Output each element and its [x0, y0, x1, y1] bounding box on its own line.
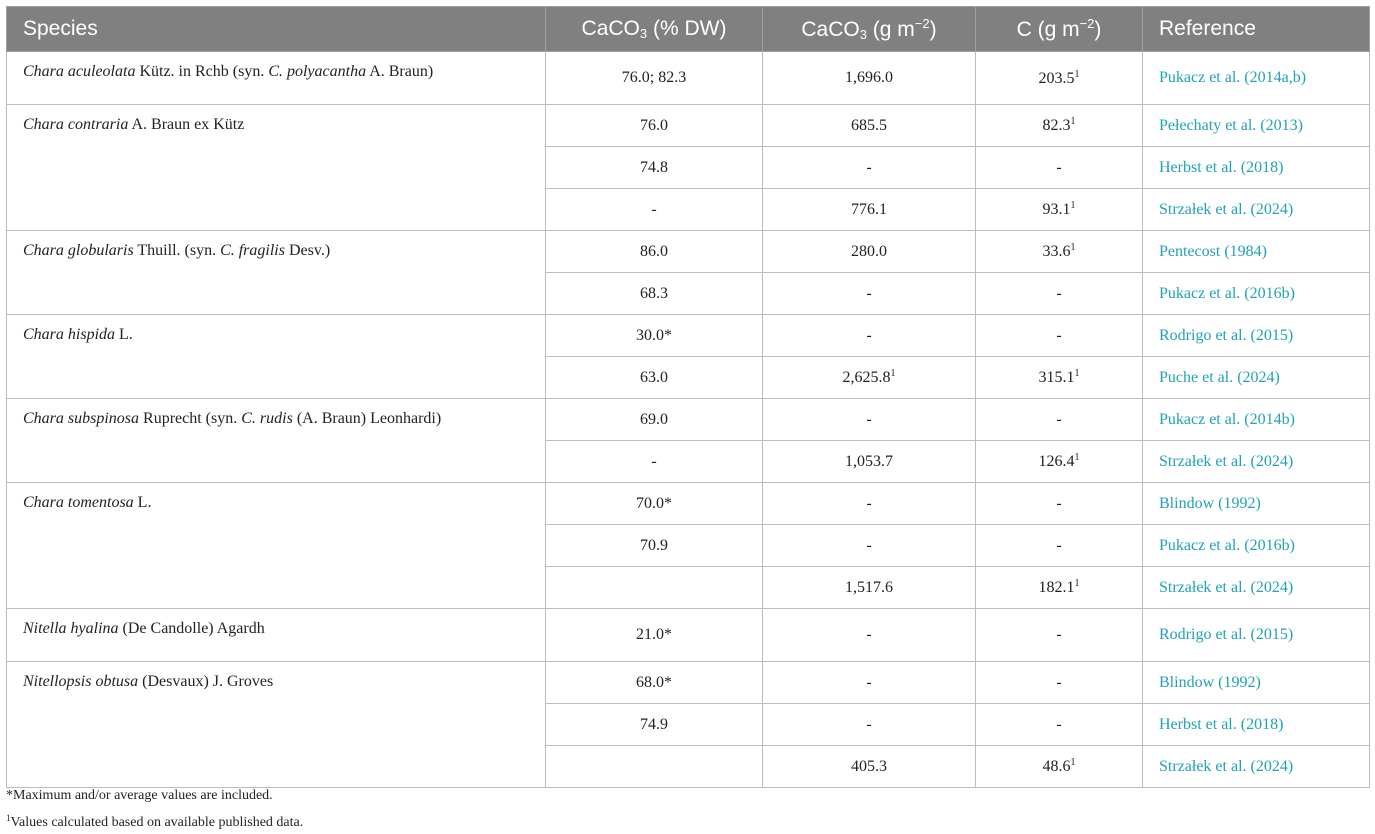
c-gm-cell: - [976, 147, 1143, 189]
footnote-one: $^1$Values calculated based on available published data. [6, 813, 304, 830]
caco3-gm-cell: - [763, 704, 976, 746]
reference-link[interactable]: Pukacz et al. (2016b) [1143, 273, 1370, 315]
reference-link[interactable]: Pełechaty et al. (2013) [1143, 105, 1370, 147]
table-row [7, 399, 1370, 441]
caco3-gm-cell: 280.0 [763, 231, 976, 273]
reference-link[interactable]: Herbst et al. (2018) [1143, 147, 1370, 189]
footnotes [6, 785, 303, 834]
header-caco3-gm: CaCO$_3$ (g $m^{-2}$) [763, 7, 976, 52]
c-gm-cell: - [976, 315, 1143, 357]
caco3-gm-cell: 776.1 [763, 189, 976, 231]
table-row [7, 609, 1370, 662]
reference-link[interactable]: Rodrigo et al. (2015) [1143, 609, 1370, 662]
table-body [7, 52, 1370, 788]
reference-link[interactable]: Pukacz et al. (2014a,b) [1143, 52, 1370, 105]
caco3-gm-cell: - [763, 609, 976, 662]
reference-link[interactable]: Rodrigo et al. (2015) [1143, 315, 1370, 357]
reference-link[interactable]: Blindow (1992) [1143, 483, 1370, 525]
header-caco3-pct: CaCO$_3$ (% DW) [546, 7, 763, 52]
reference-link[interactable]: Pentecost (1984) [1143, 231, 1370, 273]
c-gm-cell: 182.1$^1$ [976, 567, 1143, 609]
footnote-asterisk: *Maximum and/or average values are included. [6, 788, 273, 803]
caco3-gm-cell: 1,517.6 [763, 567, 976, 609]
caco3-pct-cell: 69.0 [546, 399, 763, 441]
caco3-gm-cell: - [763, 483, 976, 525]
caco3-pct-cell: 21.0* [546, 609, 763, 662]
table-row [7, 231, 1370, 273]
header-species: Species [7, 7, 546, 52]
caco3-gm-cell: - [763, 273, 976, 315]
c-gm-cell: - [976, 662, 1143, 704]
caco3-pct-cell: - [546, 441, 763, 483]
caco3-pct-cell: 30.0* [546, 315, 763, 357]
c-gm-cell: 315.1$^1$ [976, 357, 1143, 399]
reference-link[interactable]: Puche et al. (2024) [1143, 357, 1370, 399]
caco3-gm-cell: - [763, 399, 976, 441]
species-cell: Nitella hyalina (De Candolle) Agardh [7, 609, 546, 662]
reference-link[interactable]: Blindow (1992) [1143, 662, 1370, 704]
reference-link[interactable]: Strzałek et al. (2024) [1143, 746, 1370, 788]
table-row [7, 483, 1370, 525]
caco3-pct-cell: 70.9 [546, 525, 763, 567]
caco3-gm-cell: 405.3 [763, 746, 976, 788]
reference-link[interactable]: Strzałek et al. (2024) [1143, 441, 1370, 483]
table-header-row [7, 7, 1370, 52]
reference-link[interactable]: Herbst et al. (2018) [1143, 704, 1370, 746]
header-reference: Reference [1143, 7, 1370, 52]
caco3-gm-cell: 1,053.7 [763, 441, 976, 483]
c-gm-cell: - [976, 609, 1143, 662]
c-gm-cell: - [976, 483, 1143, 525]
caco3-pct-cell: 68.3 [546, 273, 763, 315]
c-gm-cell: - [976, 704, 1143, 746]
header-c-gm: C (g $m^{-2}$) [976, 7, 1143, 52]
species-cell: Chara aculeolata Kütz. in Rchb (syn. C. polyacantha A. Braun) [7, 52, 546, 105]
caco3-pct-cell [546, 567, 763, 609]
species-cell: Chara contraria A. Braun ex Kütz [7, 105, 546, 231]
caco3-gm-cell: - [763, 315, 976, 357]
caco3-pct-cell: 68.0* [546, 662, 763, 704]
c-gm-cell: 126.4$^1$ [976, 441, 1143, 483]
species-cell: Nitellopsis obtusa (Desvaux) J. Groves [7, 662, 546, 788]
caco3-gm-cell: - [763, 662, 976, 704]
table-row [7, 52, 1370, 105]
caco3-pct-cell: 74.8 [546, 147, 763, 189]
species-cell: Chara tomentosa L. [7, 483, 546, 609]
caco3-pct-cell: 70.0* [546, 483, 763, 525]
caco3-pct-cell: 63.0 [546, 357, 763, 399]
caco3-gm-cell: 1,696.0 [763, 52, 976, 105]
c-gm-cell: 82.3$^1$ [976, 105, 1143, 147]
c-gm-cell: 48.6$^1$ [976, 746, 1143, 788]
table-row [7, 105, 1370, 147]
c-gm-cell: 203.5$^1$ [976, 52, 1143, 105]
species-cell: Chara hispida L. [7, 315, 546, 399]
c-gm-cell: 93.1$^1$ [976, 189, 1143, 231]
reference-link[interactable]: Strzałek et al. (2024) [1143, 567, 1370, 609]
c-gm-cell: - [976, 273, 1143, 315]
c-gm-cell: - [976, 399, 1143, 441]
reference-link[interactable]: Strzałek et al. (2024) [1143, 189, 1370, 231]
c-gm-cell: - [976, 525, 1143, 567]
caco3-pct-cell: 74.9 [546, 704, 763, 746]
table-row [7, 662, 1370, 704]
table-row [7, 315, 1370, 357]
caco3-gm-cell: 685.5 [763, 105, 976, 147]
caco3-gm-cell: - [763, 147, 976, 189]
caco3-pct-cell [546, 746, 763, 788]
caco3-gm-cell: - [763, 525, 976, 567]
caco3-table [6, 6, 1370, 788]
species-cell: Chara globularis Thuill. (syn. C. fragilis Desv.) [7, 231, 546, 315]
reference-link[interactable]: Pukacz et al. (2014b) [1143, 399, 1370, 441]
species-cell: Chara subspinosa Ruprecht (syn. C. rudis (A. Braun) Leonhardi) [7, 399, 546, 483]
reference-link[interactable]: Pukacz et al. (2016b) [1143, 525, 1370, 567]
caco3-pct-cell: 76.0 [546, 105, 763, 147]
c-gm-cell: 33.6$^1$ [976, 231, 1143, 273]
caco3-gm-cell: 2,625.8$^1$ [763, 357, 976, 399]
caco3-pct-cell: 86.0 [546, 231, 763, 273]
caco3-pct-cell: - [546, 189, 763, 231]
caco3-pct-cell: 76.0; 82.3 [546, 52, 763, 105]
